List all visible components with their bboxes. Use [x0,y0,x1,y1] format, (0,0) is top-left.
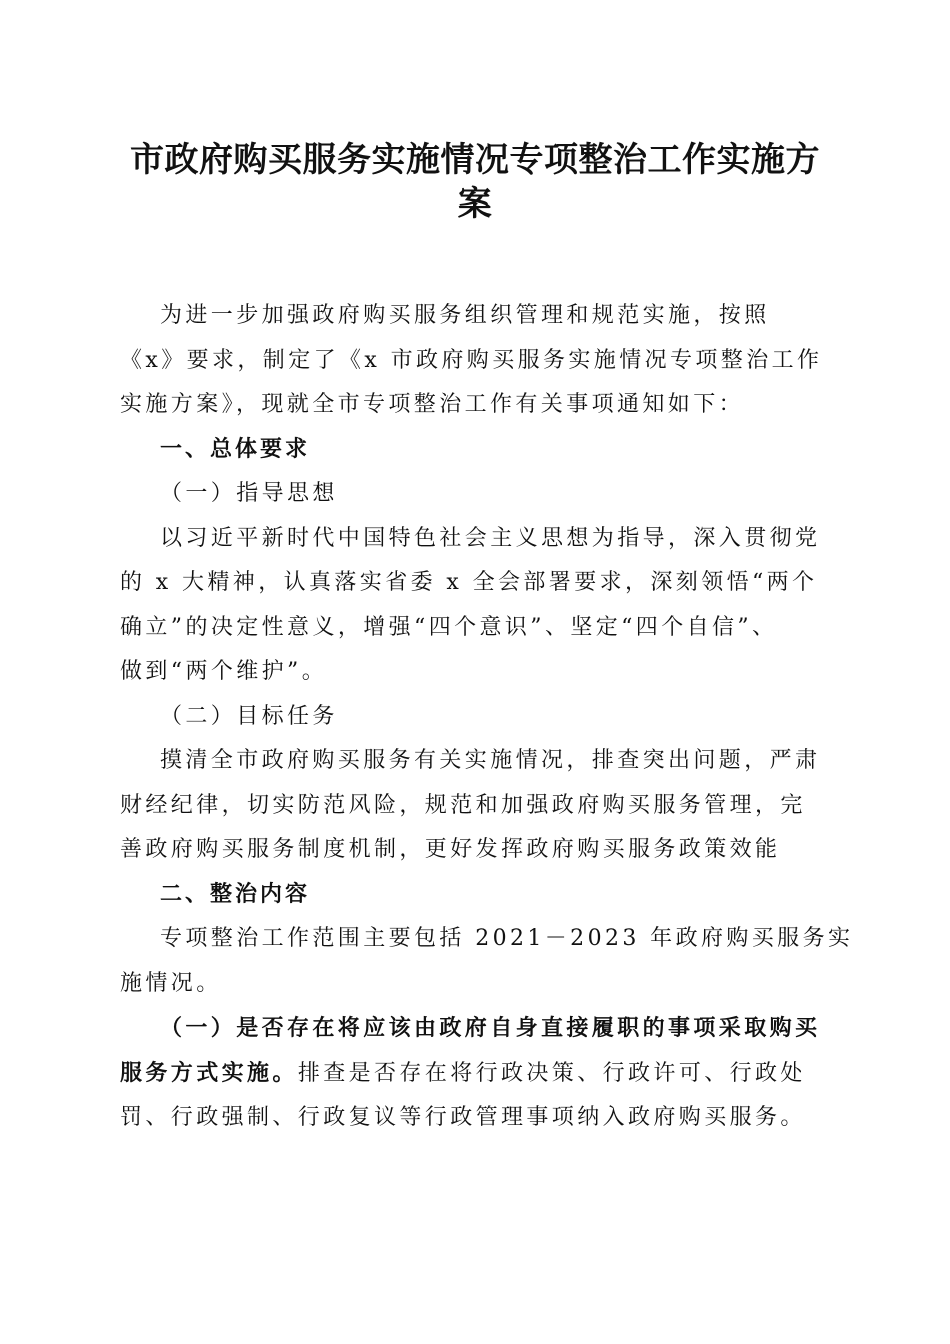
item-1-line-2 [120,1051,830,1097]
document-page [120,138,854,1141]
guiding-ideology-paragraph [120,517,830,695]
guiding-line-3: 确立”的决定性意义，增强“四个意识”、坚定“四个自信”、 [120,614,778,640]
scope-paragraph [120,917,854,1006]
title-line-2: 案 [457,184,493,224]
intro-line-3: 实施方案》，现就全市专项整治工作有关事项通知如下： [120,392,745,417]
goals-paragraph [120,739,830,873]
guiding-line-1: 以习近平新时代中国特色社会主义思想为指导，深入贯彻党 [160,525,821,551]
item-1-bold-lead: 服务方式实施。 [120,1059,298,1086]
scope-line-2: 施情况。 [120,970,222,996]
item-1-line-2-rest: 排查是否存在将行政决策、行政许可、行政处 [297,1060,806,1086]
intro-paragraph [120,294,830,428]
title-line-1: 市政府购买服务实施情况专项整治工作实施方 [130,140,820,180]
section-1-sub-1-heading: （一）指导思想 [160,481,338,506]
item-1-line-1: （一）是否存在将应该由政府自身直接履职的事项采取购买 [160,1015,821,1041]
goals-line-2: 财经纪律，切实防范风险，规范和加强政府购买服务管理，完 [120,792,806,818]
intro-line-1: 为进一步加强政府购买服务组织管理和规范实施，按照 [160,303,770,328]
document-title [120,138,830,226]
section-2-heading: 二、整治内容 [160,881,311,907]
item-1-line-3: 罚、行政强制、行政复议等行政管理事项纳入政府购买服务。 [120,1105,806,1130]
goals-line-3: 善政府购买服务制度机制，更好发挥政府购买服务政策效能 [120,837,781,862]
section-1-sub-2-heading: （二）目标任务 [160,703,338,729]
item-1-paragraph [120,1006,830,1141]
section-1-heading: 一、总体要求 [160,436,311,462]
intro-line-2: 《x》要求，制定了《x 市政府购买服务实施情况专项整治工作 [120,347,823,373]
guiding-line-4: 做到“两个维护”。 [120,659,328,684]
goals-line-1: 摸清全市政府购买服务有关实施情况，排查突出问题，严肃 [160,748,821,773]
guiding-line-2: 的 x 大精神，认真落实省委 x 全会部署要求，深刻领悟“两个 [120,570,818,595]
document-body [120,294,854,1141]
scope-line-1: 专项整治工作范围主要包括 2021－2023 年政府购买服务实 [160,926,854,951]
